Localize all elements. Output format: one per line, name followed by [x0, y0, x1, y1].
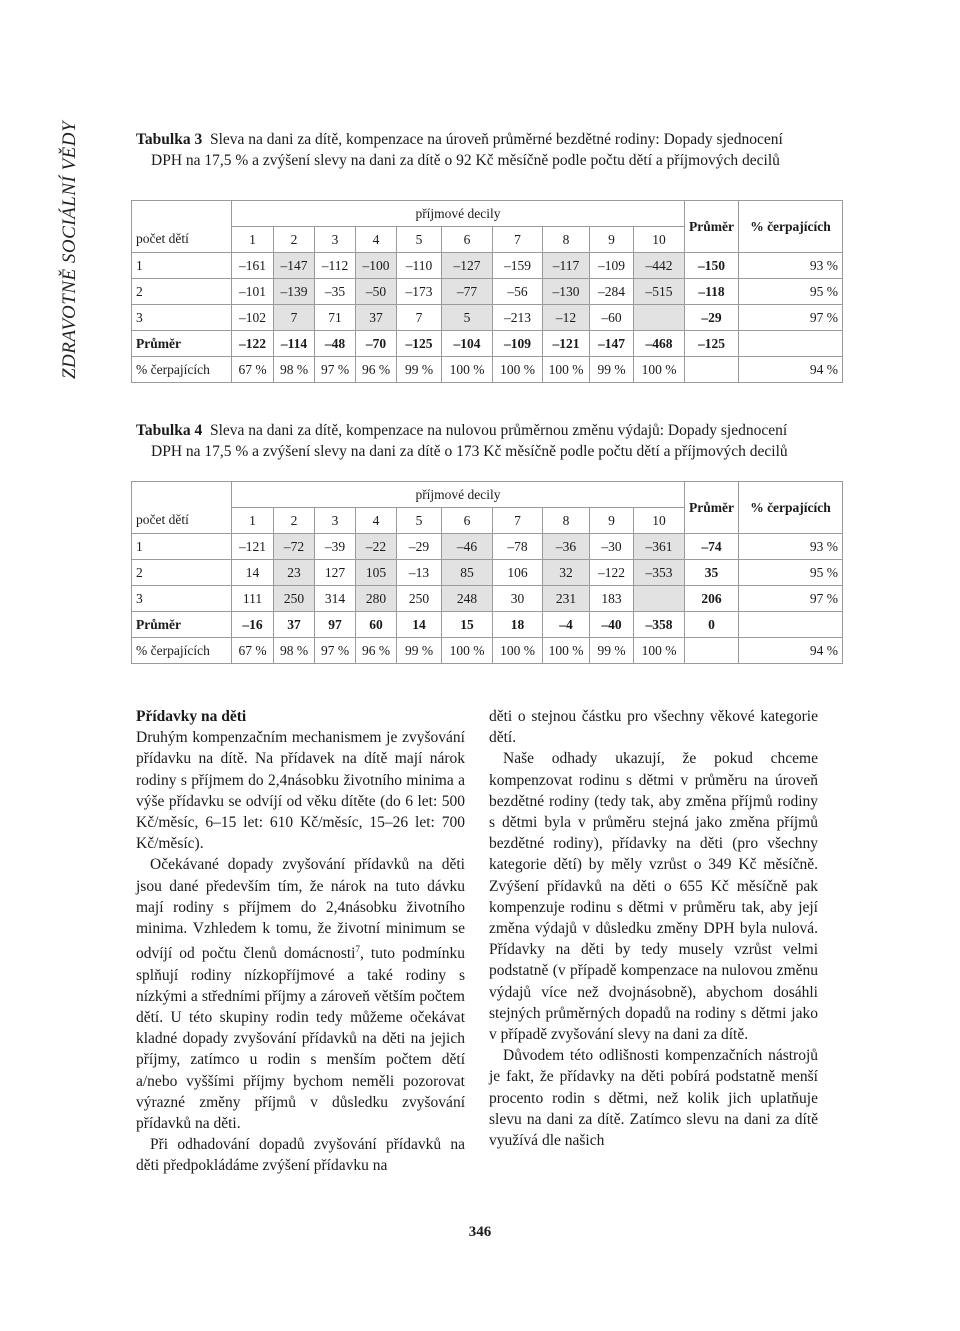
table-cell: 106	[493, 560, 543, 586]
row-label: 2	[132, 560, 232, 586]
page-number: 346	[468, 1224, 492, 1240]
table-cell: 14	[397, 612, 442, 638]
table-cell: –30	[590, 534, 634, 560]
decile-header: 4	[356, 227, 397, 253]
row-label: 3	[132, 586, 232, 612]
table3-caption-label: Tabulka 3	[136, 131, 203, 148]
table-cell: –101	[232, 279, 274, 305]
table-cell: 98 %	[274, 357, 315, 383]
table-cell: –77	[442, 279, 493, 305]
table4-caption-label: Tabulka 4	[136, 422, 203, 439]
table-cell: –139	[274, 279, 315, 305]
decile-header: 1	[232, 508, 274, 534]
decile-header: 3	[315, 227, 356, 253]
table-cell: 280	[356, 586, 397, 612]
footnote-ref: 7	[355, 944, 360, 955]
table4-caption-line1: Sleva na dani za dítě, kompenzace na nulovou průměrnou změnu výdajů: Dopady sjednocení	[209, 422, 788, 439]
decile-header: 5	[397, 227, 442, 253]
table-cell: 100 %	[634, 638, 685, 664]
table4-caption-line2: DPH na 17,5 % a zvýšení slevy na dani za dítě o 173 Kč měsíčně podle počtu dětí a příjmových decilů	[151, 443, 788, 460]
table-cell: 71	[315, 305, 356, 331]
table-cell: –22	[356, 534, 397, 560]
table-cell: –109	[493, 331, 543, 357]
table-cell: 7	[397, 305, 442, 331]
table-cell: 100 %	[543, 638, 590, 664]
journal-side-label: ZDRAVOTNĚ SOCIÁLNÍ VĚDY	[59, 120, 80, 380]
left-column	[136, 706, 465, 1177]
row-label: % čerpajících	[132, 357, 232, 383]
right-paragraph-3: Důvodem této odlišnosti kompenzačních nástrojů je fakt, že přídavky na děti pobírá podstatně menší procento rodin s dětmi, než kolik jich uplatňuje slevu na dani za dítě. Zatímco slevu na dani za dítě využívá dle našich	[489, 1047, 818, 1150]
table-cell: –39	[315, 534, 356, 560]
table-cell: 60	[356, 612, 397, 638]
overall-percent: 94 %	[739, 638, 843, 664]
pct-header: % čerpajících	[739, 201, 843, 253]
table-cell: 100 %	[634, 357, 685, 383]
right-paragraph-2: Naše odhady ukazují, že pokud chceme kompenzovat rodinu s dětmi v průměru na úroveň bezdětné rodiny (tedy tak, aby změna příjmů rodiny s dětmi byla v průměru stejná jako změna příjmů bezdětné rodiny), přídavky na děti (pro všechny kategorie dětí) by měly vzrůst o 349 Kč měsíčně. Zvýšení přídavků na děti o 655 Kč měsíčně pak kompenzuje rodinu s dětmi v průměru tak, aby její změna výdajů v důsledku změny DPH byla nulová. Přídavky na děti by tedy musely vzrůst velmi podstatně (v případě kompenzace na nulovou změnu výdajů více než dvojnásobně), abychom dosáhli stejných průměrných dopadů na rodiny s dětmi jako v případě zvyšování slevy na dani za dítě.	[489, 750, 818, 1044]
table-row	[132, 586, 843, 612]
row-header: počet dětí	[132, 227, 232, 253]
row-percent: 97 %	[739, 586, 843, 612]
section-heading: Přídavky na děti	[136, 708, 247, 725]
table-cell: –515	[634, 279, 685, 305]
table-cell: 100 %	[493, 357, 543, 383]
table-cell: –358	[634, 612, 685, 638]
row-label: Průměr	[132, 612, 232, 638]
row-average: 35	[685, 560, 739, 586]
row-average: –74	[685, 534, 739, 560]
table-cell: –127	[442, 253, 493, 279]
table-cell: –112	[315, 253, 356, 279]
table-cell: 248	[442, 586, 493, 612]
empty-cell	[685, 357, 739, 383]
table-cell: –102	[232, 305, 274, 331]
row-average: –118	[685, 279, 739, 305]
left-paragraph-2	[136, 854, 465, 1134]
row-label: 1	[132, 534, 232, 560]
decile-header: 8	[543, 227, 590, 253]
decile-group-header: příjmové decily	[232, 482, 685, 508]
table-cell: –70	[356, 331, 397, 357]
average-row	[132, 612, 843, 638]
table-cell: 127	[315, 560, 356, 586]
table-cell: –78	[493, 534, 543, 560]
table-cell: –100	[356, 253, 397, 279]
table-cell: –48	[315, 331, 356, 357]
empty-cell	[685, 638, 739, 664]
table-row	[132, 534, 843, 560]
table-row	[132, 279, 843, 305]
table-cell: 14	[232, 560, 274, 586]
corner-cell	[132, 201, 232, 227]
table-cell: –4	[543, 612, 590, 638]
table-cell: 99 %	[590, 357, 634, 383]
table-cell: 183	[590, 586, 634, 612]
table-cell: 231	[543, 586, 590, 612]
decile-header: 10	[634, 508, 685, 534]
table-cell: –104	[442, 331, 493, 357]
pct-header: % čerpajících	[739, 482, 843, 534]
table-cell: 37	[274, 612, 315, 638]
header-row-group	[132, 201, 843, 227]
table-row	[132, 305, 843, 331]
table-cell: –125	[397, 331, 442, 357]
row-label: 2	[132, 279, 232, 305]
row-percent: 93 %	[739, 253, 843, 279]
table-cell: –109	[590, 253, 634, 279]
corner-cell	[132, 482, 232, 508]
overall-percent: 94 %	[739, 357, 843, 383]
table-cell: 15	[442, 612, 493, 638]
table-cell: 30	[493, 586, 543, 612]
table-cell: 5	[442, 305, 493, 331]
table-cell: 100 %	[442, 357, 493, 383]
table4	[131, 481, 843, 664]
overall-average: 0	[685, 612, 739, 638]
row-average: –29	[685, 305, 739, 331]
table-cell: –213	[493, 305, 543, 331]
table-cell: –29	[397, 534, 442, 560]
table-cell: –361	[634, 534, 685, 560]
average-row	[132, 331, 843, 357]
row-average: 206	[685, 586, 739, 612]
table-cell: 97 %	[315, 638, 356, 664]
right-paragraph-1: děti o stejnou částku pro všechny věkové kategorie dětí.	[489, 708, 818, 747]
row-label: Průměr	[132, 331, 232, 357]
row-percent: 97 %	[739, 305, 843, 331]
row-label: 1	[132, 253, 232, 279]
left-paragraph-2b: , tuto podmínku splňují rodiny nízkopříjmové a také rodiny s nízkými a středními příjmy a zároveň větším počtem dětí. U této skupiny rodin tedy můžeme očekávat kladné dopady zvyšování přídavků na děti na jejich příjmy, zatímco u rodin s menším počtem dětí a/nebo vyššími příjmy bychom neměli pozorovat výrazné změny příjmů v důsledku zvyšování přídavků na děti.	[136, 945, 465, 1133]
percent-row	[132, 638, 843, 664]
table-cell: –122	[232, 331, 274, 357]
table-cell: 314	[315, 586, 356, 612]
table-cell: 100 %	[543, 357, 590, 383]
table3	[131, 200, 843, 383]
decile-header: 8	[543, 508, 590, 534]
table-cell: –114	[274, 331, 315, 357]
table-cell: –121	[543, 331, 590, 357]
row-average: –150	[685, 253, 739, 279]
row-percent: 95 %	[739, 279, 843, 305]
table-cell: –50	[356, 279, 397, 305]
table-cell: 23	[274, 560, 315, 586]
left-paragraph-2a: Očekávané dopady zvyšování přídavků na děti jsou dané především tím, že nárok na tuto dávku mají rodiny s příjmem do 2,4násobku životního minima. Vzhledem k tomu, že životní minimum se odvíjí od počtu členů domácnosti	[136, 856, 465, 963]
table-cell: –147	[590, 331, 634, 357]
table-cell: –121	[232, 534, 274, 560]
row-header: počet dětí	[132, 508, 232, 534]
decile-header: 1	[232, 227, 274, 253]
table-cell: 7	[274, 305, 315, 331]
decile-header: 6	[442, 227, 493, 253]
decile-header: 10	[634, 227, 685, 253]
percent-row	[132, 357, 843, 383]
decile-header: 2	[274, 508, 315, 534]
table-cell: 97 %	[315, 357, 356, 383]
table-cell	[634, 305, 685, 331]
empty-cell	[739, 331, 843, 357]
overall-average: –125	[685, 331, 739, 357]
table-cell: –12	[543, 305, 590, 331]
table-cell: 18	[493, 612, 543, 638]
table-cell: –147	[274, 253, 315, 279]
table-cell: –159	[493, 253, 543, 279]
table-cell: –46	[442, 534, 493, 560]
row-percent: 93 %	[739, 534, 843, 560]
table-cell: 97	[315, 612, 356, 638]
table-cell: –117	[543, 253, 590, 279]
row-percent: 95 %	[739, 560, 843, 586]
table-cell: –13	[397, 560, 442, 586]
row-label: % čerpajících	[132, 638, 232, 664]
avg-header: Průměr	[685, 482, 739, 534]
decile-header: 9	[590, 508, 634, 534]
empty-cell	[739, 612, 843, 638]
table-cell: 99 %	[397, 638, 442, 664]
table-cell: 37	[356, 305, 397, 331]
table-cell: 99 %	[397, 357, 442, 383]
table-cell: 100 %	[493, 638, 543, 664]
table3-caption-line2: DPH na 17,5 % a zvýšení slevy na dani za dítě o 92 Kč měsíčně podle počtu dětí a příjmových decilů	[151, 152, 780, 169]
table-cell: –40	[590, 612, 634, 638]
decile-header: 5	[397, 508, 442, 534]
left-paragraph-3: Při odhadování dopadů zvyšování přídavků na děti předpokládáme zvýšení přídavku na	[136, 1136, 465, 1175]
table-cell: 100 %	[442, 638, 493, 664]
table-cell: 111	[232, 586, 274, 612]
table-cell: –16	[232, 612, 274, 638]
table-row	[132, 253, 843, 279]
table-cell: –60	[590, 305, 634, 331]
table3-caption-line1: Sleva na dani za dítě, kompenzace na úroveň průměrné bezdětné rodiny: Dopady sjednocení	[209, 131, 783, 148]
right-column	[489, 706, 818, 1151]
table-cell: 105	[356, 560, 397, 586]
table-cell: –36	[543, 534, 590, 560]
decile-group-header: příjmové decily	[232, 201, 685, 227]
table-cell: –442	[634, 253, 685, 279]
table-cell: 98 %	[274, 638, 315, 664]
table-cell: 96 %	[356, 357, 397, 383]
avg-header: Průměr	[685, 201, 739, 253]
table-cell: 67 %	[232, 357, 274, 383]
table-cell: –353	[634, 560, 685, 586]
left-paragraph-1: Druhým kompenzačním mechanismem je zvyšování přídavku na dítě. Na přídavek na dítě mají nárok rodiny s příjmem do 2,4násobku životního minima a výše přídavku se odvíjí od věku dítěte (do 6 let: 500 Kč/měsíc, 6–15 let: 610 Kč/měsíc, 15–26 let: 700 Kč/měsíc).	[136, 729, 465, 853]
table-cell: –468	[634, 331, 685, 357]
table-cell: –56	[493, 279, 543, 305]
table-row	[132, 560, 843, 586]
table3-caption	[136, 129, 836, 171]
table-cell: 250	[274, 586, 315, 612]
header-row-group	[132, 482, 843, 508]
row-label: 3	[132, 305, 232, 331]
decile-header: 3	[315, 508, 356, 534]
table-cell: –161	[232, 253, 274, 279]
table-cell: –35	[315, 279, 356, 305]
decile-header: 9	[590, 227, 634, 253]
table-cell: 96 %	[356, 638, 397, 664]
table-cell	[634, 586, 685, 612]
decile-header: 2	[274, 227, 315, 253]
table-cell: 85	[442, 560, 493, 586]
decile-header: 6	[442, 508, 493, 534]
table-cell: 67 %	[232, 638, 274, 664]
table-cell: –72	[274, 534, 315, 560]
table-cell: 32	[543, 560, 590, 586]
table-cell: –284	[590, 279, 634, 305]
table-cell: 99 %	[590, 638, 634, 664]
table4-caption	[136, 420, 836, 462]
table-cell: 250	[397, 586, 442, 612]
decile-header: 7	[493, 227, 543, 253]
decile-header: 4	[356, 508, 397, 534]
table-cell: –173	[397, 279, 442, 305]
decile-header: 7	[493, 508, 543, 534]
table-cell: –130	[543, 279, 590, 305]
table-cell: –110	[397, 253, 442, 279]
table-cell: –122	[590, 560, 634, 586]
